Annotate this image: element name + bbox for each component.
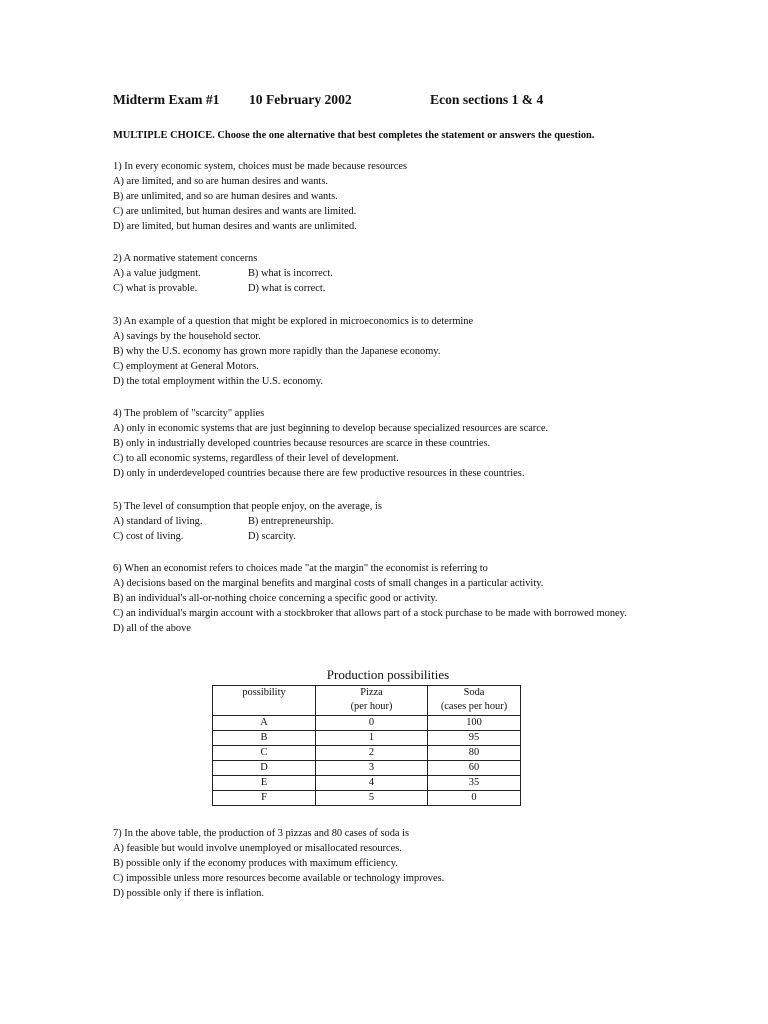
option-a: A) a value judgment. <box>113 268 201 280</box>
cell-possibility: D <box>213 761 316 776</box>
options-row-2 <box>113 529 658 544</box>
question-5 <box>113 499 658 544</box>
cell-possibility: C <box>213 746 316 761</box>
option-a: A) savings by the household sector. <box>113 331 261 343</box>
option-b: B) entrepreneurship. <box>248 516 334 528</box>
question-stem: 2) A normative statement concerns <box>113 253 258 264</box>
cell-pizza: 4 <box>316 776 428 791</box>
cell-possibility: E <box>213 776 316 791</box>
table-header-row <box>213 686 521 716</box>
option-c: C) an individual's margin account with a stockbroker that allows part of a stock purchase to be made with borrowed money. <box>113 608 627 620</box>
cell-soda: 35 <box>428 776 521 791</box>
table-row <box>213 761 521 776</box>
option-d: D) scarcity. <box>248 531 296 543</box>
option-d: D) all of the above <box>113 623 191 635</box>
option-d: D) the total employment within the U.S. economy. <box>113 376 323 388</box>
option-d: D) only in underdeveloped countries because there are few productive resources in these countries. <box>113 468 525 480</box>
table-row <box>213 731 521 746</box>
option-a: A) decisions based on the marginal benefits and marginal costs of small changes in a particular activity. <box>113 578 544 590</box>
table-row <box>213 746 521 761</box>
question-3 <box>113 314 658 389</box>
option-d: D) what is correct. <box>248 283 326 295</box>
options-row-2 <box>113 281 658 296</box>
question-7 <box>113 826 658 901</box>
header-unit: (cases per hour) <box>440 700 508 712</box>
cell-soda: 95 <box>428 731 521 746</box>
question-stem: 1) In every economic system, choices must be made because resources <box>113 161 408 172</box>
cell-soda: 0 <box>428 791 521 806</box>
option-c: C) what is provable. <box>113 283 198 295</box>
cell-pizza: 1 <box>316 731 428 746</box>
option-a: A) only in economic systems that are just beginning to develop because specialized resources are scarce. <box>113 423 549 435</box>
header-label: Pizza <box>360 687 383 698</box>
table-row <box>213 716 521 731</box>
option-b: B) what is incorrect. <box>248 268 333 280</box>
exam-name: Midterm Exam #1 <box>113 92 220 107</box>
table-row <box>213 776 521 791</box>
question-stem: 6) When an economist refers to choices made "at the margin" the economist is referring to <box>113 563 488 574</box>
header-label: possibility <box>242 687 286 698</box>
question-stem: 5) The level of consumption that people enjoy, on the average, is <box>113 501 382 512</box>
header-label: Soda <box>463 687 485 698</box>
header-unit: (per hour) <box>350 700 393 712</box>
question-4 <box>113 406 658 481</box>
option-a: A) are limited, and so are human desires and wants. <box>113 176 328 188</box>
exam-date: 10 February 2002 <box>249 92 352 107</box>
question-2 <box>113 251 658 296</box>
header-soda <box>428 686 521 716</box>
header-possibility <box>213 686 316 716</box>
options-row-1 <box>113 514 658 529</box>
header-pizza <box>316 686 428 716</box>
table-row <box>213 791 521 806</box>
production-possibilities-table <box>212 685 521 806</box>
option-c: C) to all economic systems, regardless of their level of development. <box>113 453 399 465</box>
option-c: C) cost of living. <box>113 531 184 543</box>
cell-pizza: 5 <box>316 791 428 806</box>
option-b: B) why the U.S. economy has grown more rapidly than the Japanese economy. <box>113 346 441 358</box>
cell-pizza: 2 <box>316 746 428 761</box>
exam-sections: Econ sections 1 & 4 <box>430 92 544 107</box>
option-d: D) are limited, but human desires and wants are unlimited. <box>113 221 357 233</box>
options-row-1 <box>113 266 658 281</box>
cell-soda: 100 <box>428 716 521 731</box>
option-d: D) possible only if there is inflation. <box>113 888 264 900</box>
cell-possibility: A <box>213 716 316 731</box>
question-1 <box>113 159 658 234</box>
question-stem: 7) In the above table, the production of 3 pizzas and 80 cases of soda is <box>113 828 410 839</box>
option-c: C) are unlimited, but human desires and wants are limited. <box>113 206 357 218</box>
option-b: B) an individual's all-or-nothing choice concerning a specific good or activity. <box>113 593 438 605</box>
option-b: B) are unlimited, and so are human desires and wants. <box>113 191 338 203</box>
cell-possibility: F <box>213 791 316 806</box>
table-title: Production possibilities <box>326 667 450 682</box>
cell-pizza: 0 <box>316 716 428 731</box>
cell-soda: 80 <box>428 746 521 761</box>
option-b: B) possible only if the economy produces with maximum efficiency. <box>113 858 398 870</box>
question-stem: 4) The problem of "scarcity" applies <box>113 408 265 419</box>
cell-soda: 60 <box>428 761 521 776</box>
cell-possibility: B <box>213 731 316 746</box>
question-stem: 3) An example of a question that might be explored in microeconomics is to determine <box>113 316 474 327</box>
option-c: C) impossible unless more resources become available or technology improves. <box>113 873 445 885</box>
question-6 <box>113 561 658 636</box>
option-a: A) feasible but would involve unemployed or misallocated resources. <box>113 843 402 855</box>
option-c: C) employment at General Motors. <box>113 361 259 373</box>
cell-pizza: 3 <box>316 761 428 776</box>
instructions: MULTIPLE CHOICE. Choose the one alternative that best completes the statement or answers the question. <box>113 130 595 141</box>
option-b: B) only in industrially developed countries because resources are scarce in these countries. <box>113 438 491 450</box>
option-a: A) standard of living. <box>113 516 203 528</box>
